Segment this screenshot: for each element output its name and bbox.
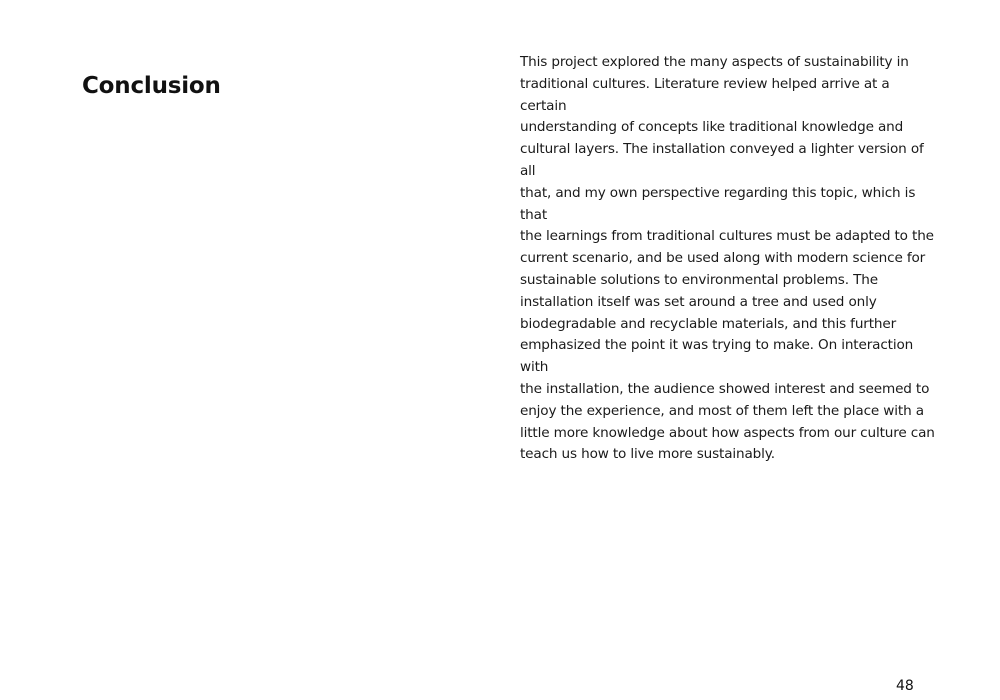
page-heading: Conclusion	[82, 73, 221, 99]
conclusion-paragraph: This project explored the many aspects of sustainability in traditional cultures. Literature review helped arrive at a certain understanding of concepts like traditional knowledge and cultural layers. The installation conveyed a lighter version of all that, and my own perspective regarding this topic, which is that the learnings from traditional cultures must be adapted to the current scenario, and be used along with modern science for sustainable solutions to environmental problems. The installation itself was set around a tree and used only biodegradable and recyclable materials, and this further emphasized the point it was trying to make. On interaction with the installation, the audience showed interest and seemed to enjoy the experience, and most of them left the place with a little more knowledge about how aspects from our culture can teach us how to live more sustainably.	[520, 54, 935, 463]
page-number: 48	[896, 678, 914, 694]
